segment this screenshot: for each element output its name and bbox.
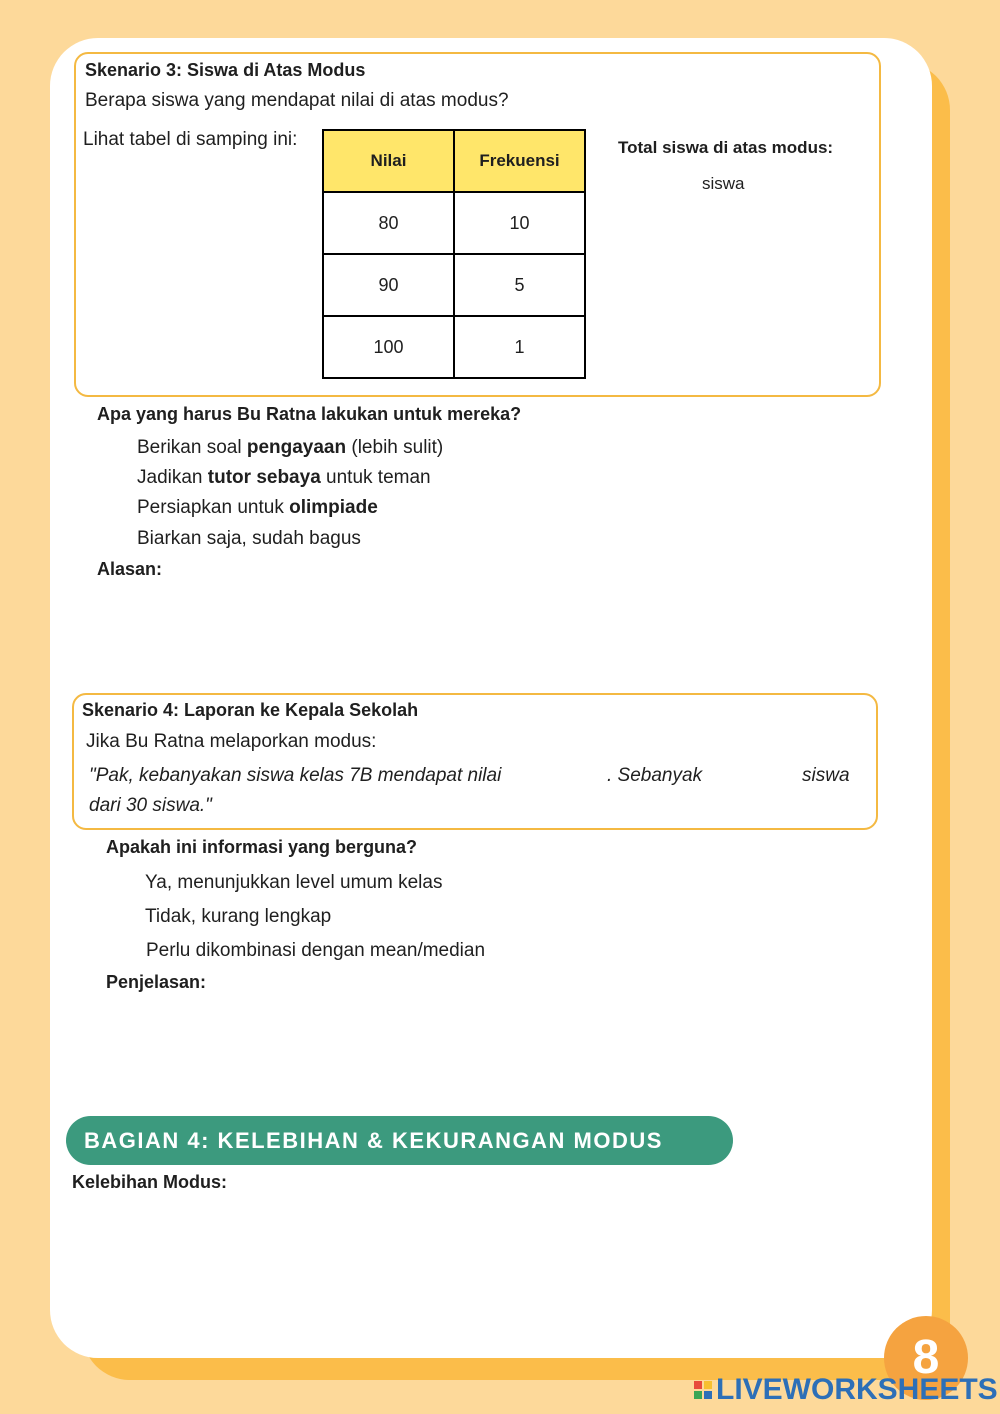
advantages-label: Kelebihan Modus: xyxy=(72,1172,228,1192)
scenario-4-title: Skenario 4: Laporan ke Kepala Sekolah xyxy=(82,700,419,720)
liveworksheets-logo-icon xyxy=(694,1381,712,1399)
scenario-3-question: Berapa siswa yang mendapat nilai di atas modus? xyxy=(85,90,509,111)
option-kombinasi[interactable]: Perlu dikombinasi dengan mean/median xyxy=(146,940,486,961)
cell-frekuensi: 1 xyxy=(454,316,585,378)
option-pengayaan[interactable]: Berikan soal pengayaan (lebih sulit) xyxy=(137,437,444,458)
quote-part-2: . Sebanyak xyxy=(607,765,703,786)
header-frekuensi: Frekuensi xyxy=(454,130,585,192)
page-number-badge: 8 xyxy=(884,1316,968,1400)
table-prompt: Lihat tabel di samping ini: xyxy=(83,129,298,150)
option-ya[interactable]: Ya, menunjukkan level umum kelas xyxy=(145,872,443,893)
cell-nilai: 100 xyxy=(323,316,454,378)
useful-question: Apakah ini informasi yang berguna? xyxy=(106,837,418,857)
section-4-banner: BAGIAN 4: KELEBIHAN & KEKURANGAN MODUS xyxy=(66,1116,733,1165)
table-header-row xyxy=(323,130,585,192)
cell-frekuensi: 5 xyxy=(454,254,585,316)
table-row xyxy=(323,316,585,378)
table-row xyxy=(323,254,585,316)
total-label: Total siswa di atas modus: xyxy=(618,138,834,157)
option-tidak[interactable]: Tidak, kurang lengkap xyxy=(145,906,332,927)
cell-nilai: 80 xyxy=(323,192,454,254)
scenario-4-intro: Jika Bu Ratna melaporkan modus: xyxy=(86,731,377,752)
frequency-table xyxy=(322,129,586,379)
total-unit: siswa xyxy=(702,174,745,193)
cell-frekuensi: 10 xyxy=(454,192,585,254)
option-tutor-sebaya[interactable]: Jadikan tutor sebaya untuk teman xyxy=(137,467,431,488)
cell-nilai: 90 xyxy=(323,254,454,316)
header-nilai: Nilai xyxy=(323,130,454,192)
scenario-3-title: Skenario 3: Siswa di Atas Modus xyxy=(85,60,366,80)
action-question: Apa yang harus Bu Ratna lakukan untuk mereka? xyxy=(97,404,522,424)
option-biarkan[interactable]: Biarkan saja, sudah bagus xyxy=(137,528,361,549)
quote-part-3: siswa xyxy=(802,765,850,786)
liveworksheets-watermark xyxy=(694,1372,998,1408)
explanation-label: Penjelasan: xyxy=(106,972,207,992)
quote-part-1: "Pak, kebanyakan siswa kelas 7B mendapat nilai xyxy=(89,765,502,786)
option-olimpiade[interactable]: Persiapkan untuk olimpiade xyxy=(137,497,378,518)
table-row xyxy=(323,192,585,254)
reason-label: Alasan: xyxy=(97,559,163,579)
watermark-text: LIVEWORKSHEETS xyxy=(716,1373,998,1406)
quote-part-4: dari 30 siswa." xyxy=(89,795,212,816)
